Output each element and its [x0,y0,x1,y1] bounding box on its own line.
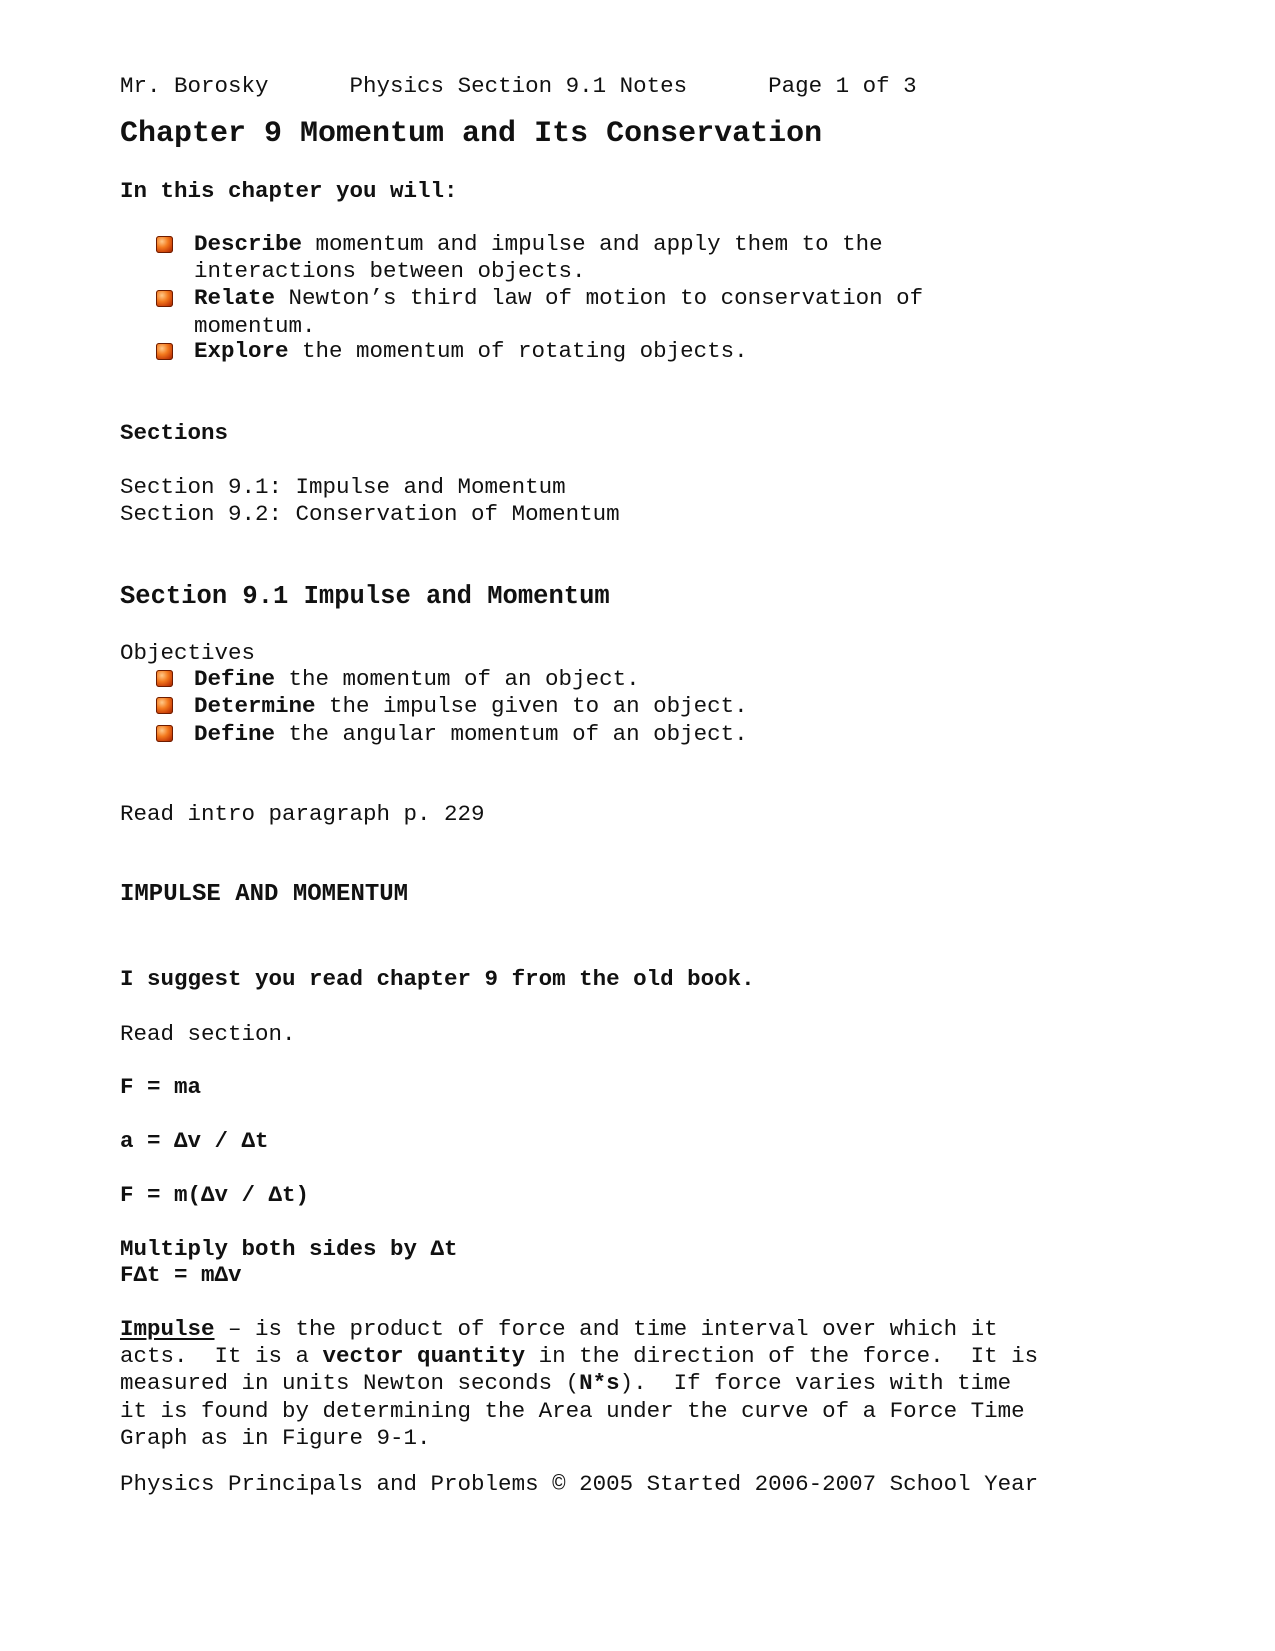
chapter-goal: Describe momentum and impulse and apply them to the [194,231,883,257]
objective-item: Define the momentum of an object. [194,666,640,692]
chapter-title: Chapter 9 Momentum and Its Conservation [120,117,823,151]
page-header [120,73,917,100]
chapter-goal-continued: momentum. [194,313,316,339]
page-label: Page 1 of 3 [768,73,917,99]
chapter-goal: Relate Newton’s third law of motion to conservation of [194,285,924,311]
chapter-intro: In this chapter you will: [120,178,458,204]
read-section: Read section. [120,1021,296,1047]
equation: FΔt = mΔv [120,1262,242,1288]
chapter-goal: Explore the momentum of rotating objects. [194,338,748,364]
impulse-heading: IMPULSE AND MOMENTUM [120,881,409,908]
chapter-goal-continued: interactions between objects. [194,258,586,284]
orange-bullet-icon [156,236,173,253]
objectives-label: Objectives [120,640,256,666]
orange-bullet-icon [156,343,173,360]
objective-item: Determine the impulse given to an object. [194,693,748,719]
page-footer: Physics Principals and Problems © 2005 Started 2006-2007 School Year [120,1471,1039,1497]
orange-bullet-icon [156,697,173,714]
document-page: Mr. Borosky Physics Section 9.1 Notes Page 1 of 3 Chapter 9 Momentum and Its Conservation In this chapter you will: Describe momentum and impulse and apply them to the interactions between objects. Relate Newton’s third law of motion to conservation of momentum. Explore the momentum of rotating objects. Sections Section 9.1: Impulse and Momentum Section 9.2: Conservation of Momentum Section 9.1 Impulse and Momentum Objectives Define the momentum of an object. Determine the impulse given to an object. Define the angular momentum of an object. Read intro paragraph p. 229 IMPULSE AND MOMENTUM I suggest you read chapter 9 from the old book. Read section. F = ma a = Δv / Δt F = m(Δv / Δt) Multiply both sides by Δt FΔt = mΔv Impulse – is the product of force and time interval over which it acts. It is a vector quantity in the direction of the force. It is measured in units Newton seconds (N*s). If force varies with time it is found by determining the Area under the curve of a Force Time Graph as in Figure 9-1. Physics Principals and Problems © 2005 Started 2006-2007 School Year [120,73,1039,1497]
section-link-9-1: Section 9.1: Impulse and Momentum [120,474,566,500]
section-link-9-2: Section 9.2: Conservation of Momentum [120,501,620,527]
orange-bullet-icon [156,290,173,307]
section-title: Section 9.1 Impulse and Momentum [120,582,610,611]
equation: a = Δv / Δt [120,1128,269,1154]
suggestion-text: I suggest you read chapter 9 from the old book. [120,966,755,992]
sections-heading: Sections [120,420,229,446]
equation-caption: Multiply both sides by Δt [120,1236,458,1262]
equation: F = ma [120,1074,202,1100]
objective-item: Define the angular momentum of an object. [194,721,748,747]
orange-bullet-icon [156,725,173,742]
orange-bullet-icon [156,670,173,687]
author: Mr. Borosky [120,73,269,99]
read-intro: Read intro paragraph p. 229 [120,801,485,827]
impulse-term: Impulse [120,1316,215,1342]
doc-title: Physics Section 9.1 Notes [349,73,688,99]
equation: F = m(Δv / Δt) [120,1182,310,1208]
